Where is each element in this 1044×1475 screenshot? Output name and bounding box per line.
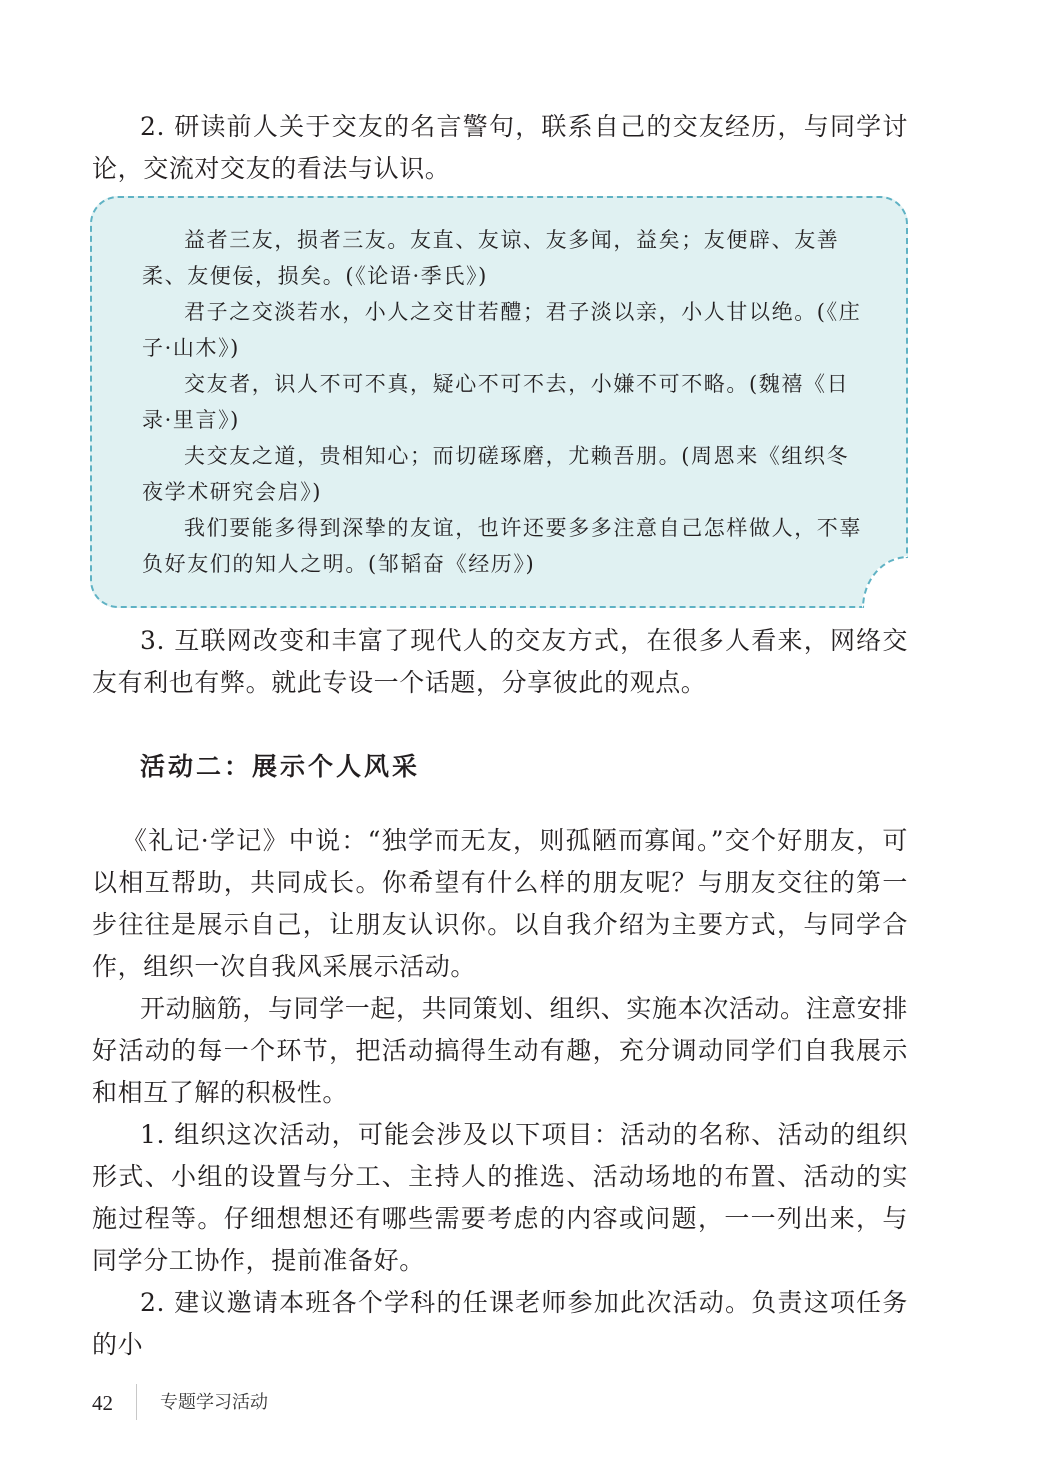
activity-2-plan-paragraph: 开动脑筋，与同学一起，共同策划、组织、实施本次活动。注意安排好活动的每一个环节，把活动搞得生动有趣，充分调动同学们自我展示和相互了解的积极性。 bbox=[92, 994, 909, 1107]
activity-2-item-2-paragraph: 2. 建议邀请本班各个学科的任课老师参加此次活动。负责这项任务的小 bbox=[92, 1288, 908, 1359]
page-number: 42 bbox=[92, 1391, 113, 1415]
footer-section-title: 专题学习活动 bbox=[160, 1392, 268, 1413]
footer-divider bbox=[136, 1384, 137, 1420]
activity-2-intro-paragraph: 《礼记·学记》中说：“独学而无友，则孤陋而寡闻。”交个好朋友，可以相互帮助，共同成长。你希望有什么样的朋友呢？与朋友交往的第一步往往是展示自己，让朋友认识你。以自我介绍为主要方式，与同学合作，组织一次自我风采展示活动。 bbox=[92, 826, 908, 981]
quotes-box-corner-notch bbox=[862, 556, 908, 608]
activity-2-item-1-paragraph: 1. 组织这次活动，可能会涉及以下项目：活动的名称、活动的组织形式、小组的设置与分工、主持人的推选、活动场地的布置、活动的实施过程等。仔细想想还有哪些需要考虑的内容或问题，一一列出来，与同学分工协作，提前准备好。 bbox=[92, 1120, 908, 1275]
quote-lunyu: 益者三友，损者三友。友直、友谅、友多闻，益矣；友便辟、友善柔、友便佞，损矣。(《论语·季氏》) bbox=[142, 228, 840, 288]
item-2-paragraph: 2. 研读前人关于交友的名言警句，联系自己的交友经历，与同学讨论，交流对交友的看法与认识。 bbox=[92, 112, 908, 183]
quote-zoutaofen: 我们要能多得到深挚的友谊，也许还要多多注意自己怎样做人，不辜负好友们的知人之明。(邹韬奋《经历》) bbox=[142, 516, 862, 576]
quote-zhuangzi: 君子之交淡若水，小人之交甘若醴；君子淡以亲，小人甘以绝。(《庄子·山木》) bbox=[142, 300, 862, 360]
quote-weixi: 交友者，识人不可不真，疑心不可不去，小嫌不可不略。(魏禧《日录·里言》) bbox=[142, 372, 850, 432]
activity-2-heading: 活动二：展示个人风采 bbox=[140, 752, 421, 781]
quotes-box bbox=[90, 196, 908, 608]
quote-zhouenlai: 夫交友之道，贵相知心；而切磋琢磨，尤赖吾朋。(周恩来《组织冬夜学术研究会启》) bbox=[142, 444, 850, 504]
item-3-paragraph: 3. 互联网改变和丰富了现代人的交友方式，在很多人看来，网络交友有利也有弊。就此专设一个话题，分享彼此的观点。 bbox=[92, 626, 908, 697]
